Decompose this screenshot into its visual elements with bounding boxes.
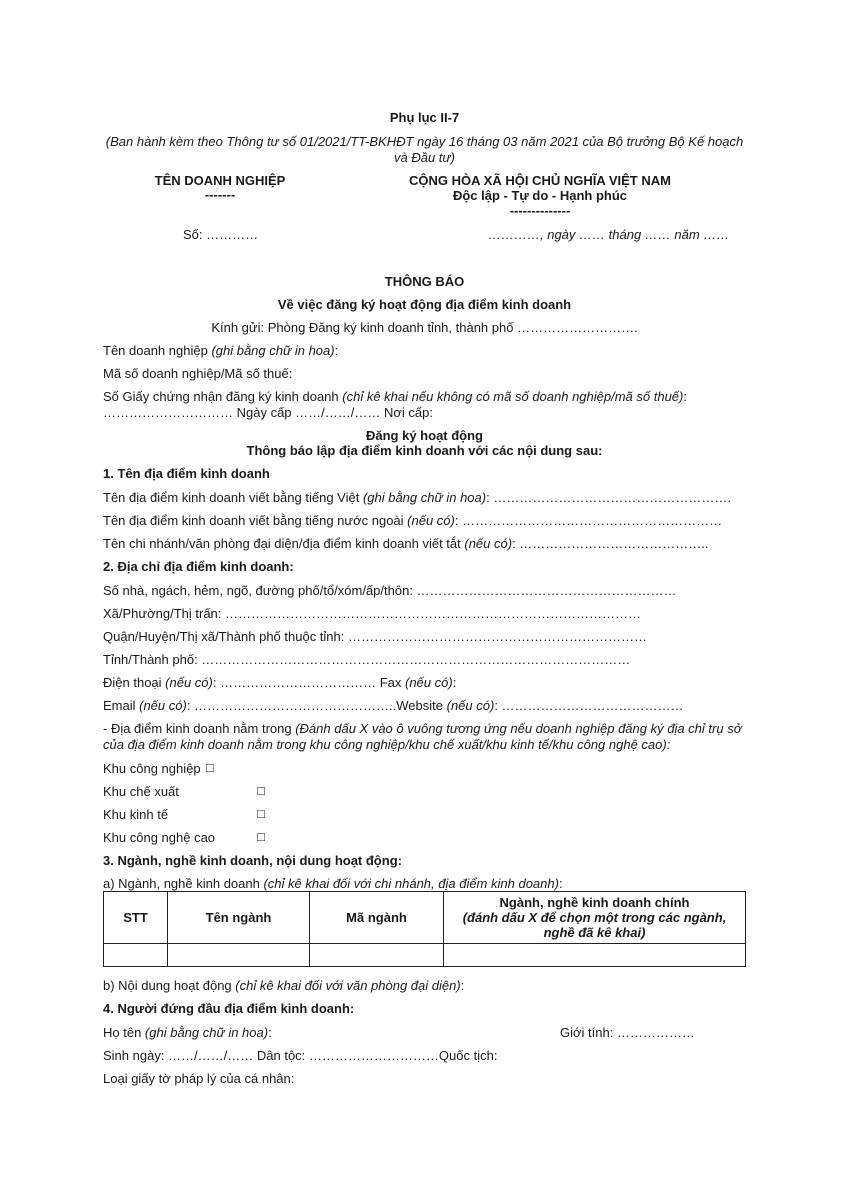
company-name-heading: TÊN DOANH NGHIỆP — [154, 173, 286, 188]
table-row — [104, 944, 746, 967]
industry-table — [103, 891, 746, 967]
tax-code-field: Mã số doanh nghiệp/Mã số thuế: — [103, 366, 293, 381]
location-name-foreign: Tên địa điểm kinh doanh viết bằng tiếng nước ngoài (nếu có): …………………………………………………… — [103, 513, 723, 528]
section4-title: 4. Người đứng đầu địa điểm kinh doanh: — [103, 1001, 355, 1016]
company-name-field: Tên doanh nghiệp (ghi bằng chữ in hoa): — [103, 343, 339, 358]
header-industry-name: Tên ngành — [168, 892, 310, 944]
motto: Độc lập - Tự do - Hạnh phúc — [452, 188, 628, 203]
certificate-date-line: ………………………… Ngày cấp ……/……/…… Nơi cấp: — [103, 405, 433, 420]
zone-economic: Khu kinh tế — [103, 807, 169, 822]
table-header-row — [104, 892, 746, 944]
gender-field: Giới tính: ……………… — [560, 1025, 695, 1040]
zone-hightech: Khu công nghệ cao — [103, 830, 216, 845]
company-dash: ------- — [204, 187, 236, 202]
cell-industry-code[interactable] — [310, 944, 444, 967]
section3-title: 3. Ngành, nghề kinh doanh, nội dung hoạt động: — [103, 853, 402, 868]
section1-title: 1. Tên địa điểm kinh doanh — [103, 466, 270, 481]
register-heading: Đăng ký hoạt động — [366, 428, 483, 443]
birth-ethnic-nationality: Sinh ngày: ……/……/…… Dân tộc: …………………………Quốc tịch: — [103, 1048, 498, 1063]
zone-export-checkbox[interactable]: □ — [257, 783, 265, 798]
issued-note-line1: (Ban hành kèm theo Thông tư số 01/2021/TT-BKHĐT ngày 16 tháng 03 năm 2021 của Bộ trưởng Bộ Kế hoạch — [105, 134, 744, 149]
register-subheading: Thông báo lập địa điểm kinh doanh với các nội dung sau: — [246, 443, 603, 458]
legal-document-field: Loại giấy tờ pháp lý của cá nhân: — [103, 1071, 295, 1086]
header-industry-code: Mã ngành — [310, 892, 444, 944]
notice-subject: Về việc đăng ký hoạt động địa điểm kinh doanh — [277, 297, 572, 312]
zone-economic-checkbox[interactable]: □ — [257, 806, 265, 821]
zone-industrial: Khu công nghiệp — [103, 761, 201, 776]
address-street: Số nhà, ngách, hẻm, ngõ, đường phố/tổ/xóm/ấp/thôn: …………………………………………………… — [103, 583, 677, 598]
phone-fax-field: Điện thoại (nếu có): ……………………………… Fax (nếu có): — [103, 675, 457, 690]
address-province: Tỉnh/Thành phố: ……………………………………………………………………………………… — [103, 652, 631, 667]
document-date: …………, ngày …… tháng …… năm …… — [488, 227, 730, 242]
industry-label: a) Ngành, nghề kinh doanh (chỉ kê khai đối với chi nhánh, địa điểm kinh doanh): — [103, 876, 563, 891]
header-stt: STT — [104, 892, 168, 944]
motto-dash: -------------- — [509, 203, 571, 218]
appendix-title: Phụ lục II-7 — [389, 110, 460, 125]
header-main-industry — [444, 892, 746, 944]
recipient-line: Kính gửi: Phòng Đăng ký kinh doanh tỉnh, thành phố ………………………. — [211, 320, 638, 335]
document-number: Số: ………… — [183, 227, 259, 242]
email-website-field: Email (nếu có): ………………………………………..Website (nếu có): …………………………………… — [103, 698, 684, 713]
location-name-vn: Tên địa điểm kinh doanh viết bằng tiếng Việt (ghi bằng chữ in hoa): ………………………………………………. — [103, 490, 731, 505]
header-main-industry-note: (đánh dấu X để chọn một trong các ngành, nghề đã kê khai) — [462, 910, 727, 940]
issued-note-line2: và Đầu tư) — [394, 150, 455, 165]
cell-stt[interactable] — [104, 944, 168, 967]
zone-industrial-checkbox[interactable]: □ — [206, 760, 214, 775]
location-zone-note-line2: của địa điểm kinh doanh nằm trong khu công nghiệp/khu chế xuất/khu kinh tế/khu công nghệ cao): — [103, 737, 671, 752]
republic-heading: CỘNG HÒA XÃ HỘI CHỦ NGHĨA VIỆT NAM — [409, 173, 671, 188]
activity-content-label: b) Nội dung hoạt động (chỉ kê khai đối với văn phòng đại diện): — [103, 978, 465, 993]
notice-title: THÔNG BÁO — [384, 274, 465, 289]
header-main-industry-label: Ngành, nghề kinh doanh chính — [499, 895, 690, 910]
certificate-field: Số Giấy chứng nhận đăng ký kinh doanh (chỉ kê khai nếu không có mã số doanh nghiệp/mã số thuế): — [103, 389, 687, 404]
section2-title: 2. Địa chỉ địa điểm kinh doanh: — [103, 559, 294, 574]
cell-main-industry[interactable] — [444, 944, 746, 967]
cell-industry-name[interactable] — [168, 944, 310, 967]
zone-hightech-checkbox[interactable]: □ — [257, 829, 265, 844]
location-zone-note: - Địa điểm kinh doanh nằm trong (Đánh dấu X vào ô vuông tương ứng nếu doanh nghiệp đăng ký địa chỉ trụ sở — [103, 721, 742, 736]
zone-export: Khu chế xuất — [103, 784, 179, 799]
address-district: Quận/Huyện/Thị xã/Thành phố thuộc tỉnh: …………………………………………………………… — [103, 629, 647, 644]
address-ward: Xã/Phường/Thị trấn: …………………………………………………………………………………… — [103, 606, 642, 621]
head-name-field: Họ tên (ghi bằng chữ in hoa): — [103, 1025, 272, 1040]
location-name-abbr: Tên chi nhánh/văn phòng đại diện/địa điểm kinh doanh viết tắt (nếu có): …………………………………….. — [103, 536, 709, 551]
